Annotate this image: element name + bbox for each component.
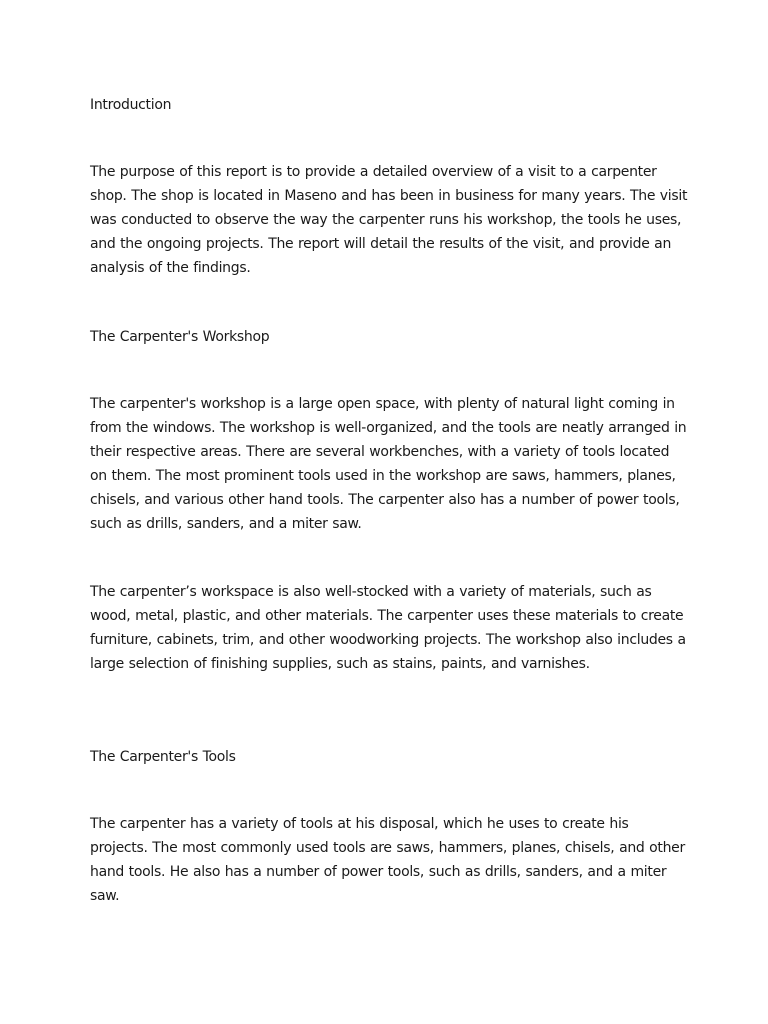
heading-workshop: The Carpenter's Workshop [90, 329, 270, 345]
paragraph-introduction: The purpose of this report is to provide a detailed overview of a visit to a carpenter shop. The shop is located in Maseno and has been in business for many years. The visit was conducted to observe the way the carpenter runs his workshop, the tools he uses, and the ongoing projects. The report will detail the results of the visit, and provide an analysis of the findings. [90, 164, 688, 276]
heading-tools: The Carpenter's Tools [90, 749, 236, 765]
paragraph-tools: The carpenter has a variety of tools at his disposal, which he uses to create his projects. The most commonly used tools are saws, hammers, planes, chisels, and other hand tools. He also has a number of power tools, such as drills, sanders, and a miter saw. [90, 816, 685, 904]
heading-introduction: Introduction [90, 97, 172, 113]
paragraph-workshop-1: The carpenter's workshop is a large open space, with plenty of natural light coming in from the windows. The workshop is well-organized, and the tools are neatly arranged in their respective areas. There are several workbenches, with a variety of tools located on them. The most prominent tools used in the workshop are saws, hammers, planes, chisels, and various other hand tools. The carpenter also has a number of power tools, such as drills, sanders, and a miter saw. [90, 396, 687, 532]
paragraph-workshop-2: The carpenter’s workspace is also well-stocked with a variety of materials, such as wood, metal, plastic, and other materials. The carpenter uses these materials to create furniture, cabinets, trim, and other woodworking projects. The workshop also includes a large selection of finishing supplies, such as stains, paints, and varnishes. [90, 584, 686, 672]
